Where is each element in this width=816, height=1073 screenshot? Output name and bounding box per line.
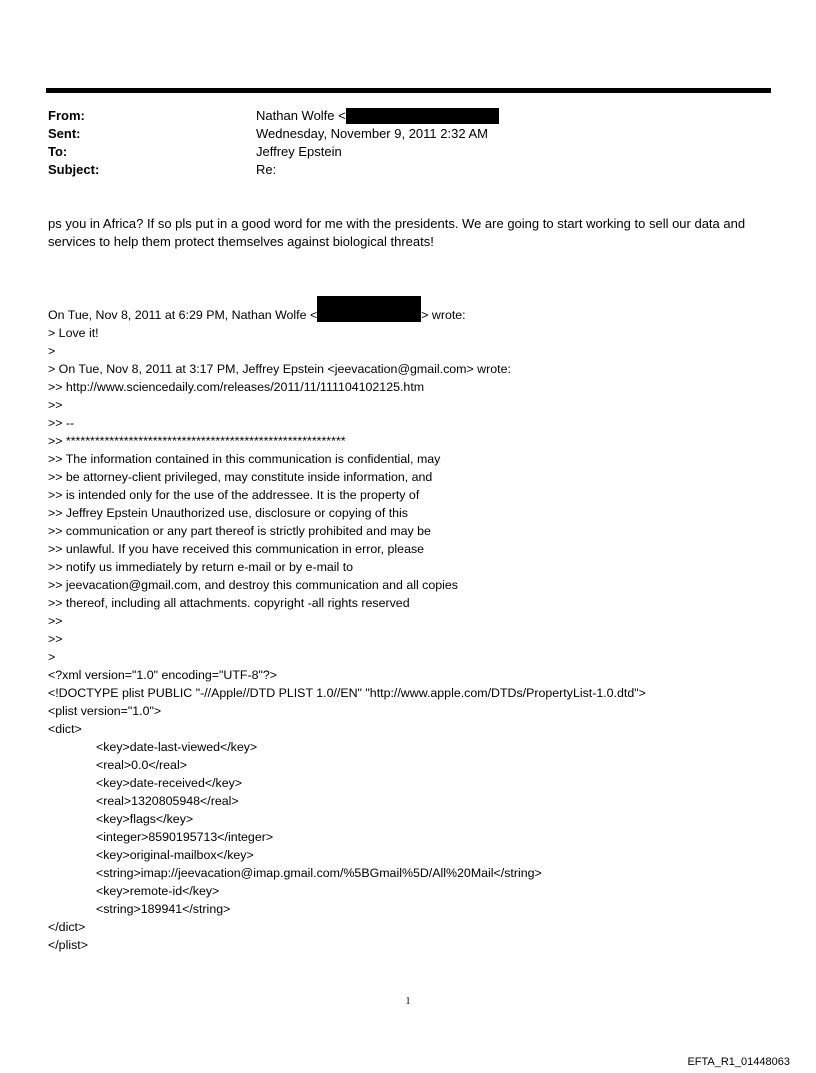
text-line: >	[48, 650, 56, 664]
text-line: >> http://www.sciencedaily.com/releases/2011/11/111104102125.htm	[48, 380, 425, 394]
text-line: >> be attorney-client privileged, may constitute inside information, and	[48, 470, 433, 484]
quote-lines	[48, 324, 778, 738]
message-paragraph: ps you in Africa? If so pls put in a good word for me with the presidents. We are going to start working to sell our data and services to help them protect themselves against biological threats!	[48, 216, 746, 249]
sent-value: Wednesday, November 9, 2011 2:32 AM	[256, 126, 488, 141]
text-line: >> unlawful. If you have received this communication in error, please	[48, 542, 425, 556]
page-number: 1	[405, 996, 411, 1007]
text-line: <real>1320805948</real>	[96, 794, 239, 808]
text-line: <string>189941</string>	[96, 902, 231, 916]
quote-attribution-before: On Tue, Nov 8, 2011 at 6:29 PM, Nathan Wolfe <	[48, 308, 318, 322]
text-line: <key>flags</key>	[96, 812, 194, 826]
text-line: <dict>	[48, 722, 82, 736]
sent-row	[48, 125, 748, 143]
text-line: > On Tue, Nov 8, 2011 at 3:17 PM, Jeffrey Epstein <jeevacation@gmail.com> wrote:	[48, 362, 511, 376]
text-line: > Love it!	[48, 326, 99, 340]
quote-attribution-line	[48, 306, 778, 324]
bates-number: EFTA_R1_01448063	[687, 1056, 790, 1068]
text-line: >> is intended only for the use of the addressee. It is the property of	[48, 488, 420, 502]
text-line: <integer>8590195713</integer>	[96, 830, 274, 844]
text-line: <real>0.0</real>	[96, 758, 187, 772]
text-line: >> thereof, including all attachments. copyright -all rights reserved	[48, 596, 410, 610]
quoted-thread	[48, 306, 778, 954]
subject-row	[48, 161, 748, 179]
subject-label: Subject:	[48, 162, 100, 177]
from-row	[48, 107, 748, 125]
text-line: </dict>	[48, 920, 86, 934]
text-line: >>	[48, 398, 63, 412]
plist-lines	[48, 738, 778, 918]
text-line: >> notify us immediately by return e-mail or by e-mail to	[48, 560, 354, 574]
text-line: <plist version="1.0">	[48, 704, 162, 718]
from-value	[256, 107, 748, 125]
redaction-box	[317, 296, 421, 322]
text-line: <key>original-mailbox</key>	[96, 848, 254, 862]
from-label: From:	[48, 108, 85, 123]
subject-value: Re:	[256, 162, 277, 177]
text-line: >	[48, 344, 56, 358]
text-line: >> --	[48, 416, 75, 430]
redaction-box	[346, 108, 499, 124]
text-line: <?xml version="1.0" encoding="UTF-8"?>	[48, 668, 278, 682]
text-line: >>	[48, 614, 63, 628]
to-label: To:	[48, 144, 68, 159]
sent-label: Sent:	[48, 126, 81, 141]
text-line: <string>imap://jeevacation@imap.gmail.com/%5BGmail%5D/All%20Mail</string>	[96, 866, 542, 880]
from-name: Nathan Wolfe <	[256, 108, 346, 123]
text-line: <key>date-received</key>	[96, 776, 243, 790]
text-line: >>	[48, 632, 63, 646]
plist-closing-lines	[48, 918, 778, 954]
text-line: >> communication or any part thereof is strictly prohibited and may be	[48, 524, 431, 538]
quote-attribution-after: > wrote:	[421, 308, 466, 322]
text-line: </plist>	[48, 938, 88, 952]
header-rule	[46, 88, 771, 93]
text-line: <key>date-last-viewed</key>	[96, 740, 258, 754]
text-line: >> **********************************************************	[48, 434, 346, 448]
message-body	[48, 215, 768, 251]
text-line: >> Jeffrey Epstein Unauthorized use, disclosure or copying of this	[48, 506, 408, 520]
text-line: >> The information contained in this communication is confidential, may	[48, 452, 441, 466]
to-value: Jeffrey Epstein	[256, 144, 342, 159]
email-header	[48, 107, 748, 179]
text-line: <!DOCTYPE plist PUBLIC "-//Apple//DTD PLIST 1.0//EN" "http://www.apple.com/DTDs/PropertyList-1.0.dtd">	[48, 686, 646, 700]
to-row	[48, 143, 748, 161]
text-line: >> jeevacation@gmail.com, and destroy this communication and all copies	[48, 578, 458, 592]
text-line: <key>remote-id</key>	[96, 884, 220, 898]
